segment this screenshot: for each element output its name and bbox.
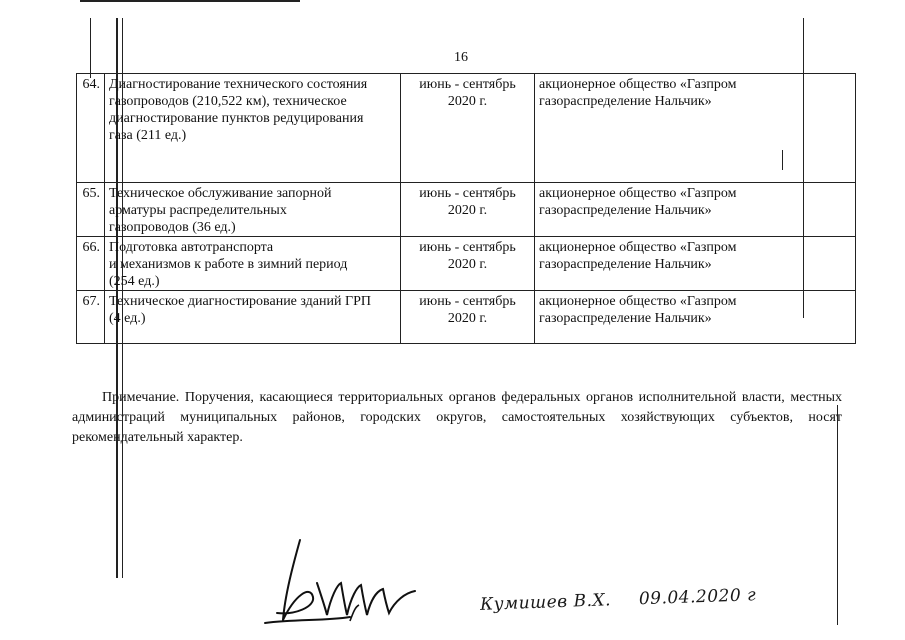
date-cell: июнь - сентябрь 2020 г. xyxy=(401,291,535,344)
scan-line xyxy=(80,0,300,2)
table-row xyxy=(77,74,856,183)
row-number: 64. xyxy=(77,74,105,183)
table-row xyxy=(77,291,856,344)
task-cell: Техническое диагностирование зданий ГРП (4 ед.) xyxy=(105,291,401,344)
responsible-cell: акционерное общество «Газпром газораспределение Нальчик» xyxy=(535,183,856,237)
date-cell: июнь - сентябрь 2020 г. xyxy=(401,237,535,291)
handwritten-name: Кумишев В.Х. xyxy=(479,590,612,615)
task-cell: Диагностирование технического состояния газопроводов (210,522 км), техническое диагностирование пунктов редуцирования газа (211 ед.) xyxy=(105,74,401,183)
date-cell: июнь - сентябрь 2020 г. xyxy=(401,74,535,183)
responsible-cell: акционерное общество «Газпром газораспределение Нальчик» xyxy=(535,291,856,344)
row-number: 67. xyxy=(77,291,105,344)
task-cell: Техническое обслуживание запорной арматуры распределительных газопроводов (36 ед.) xyxy=(105,183,401,237)
row-number: 66. xyxy=(77,237,105,291)
table-row xyxy=(77,237,856,291)
page-number: 16 xyxy=(454,50,468,65)
handwritten-date: 09.04.2020 г xyxy=(638,585,757,610)
row-number: 65. xyxy=(77,183,105,237)
footnote xyxy=(72,388,842,448)
date-cell: июнь - сентябрь 2020 г. xyxy=(401,183,535,237)
table-row xyxy=(77,183,856,237)
responsible-cell: акционерное общество «Газпром газораспределение Нальчик» xyxy=(535,237,856,291)
tasks-table xyxy=(76,73,856,344)
footnote-text: Примечание. Поручения, касающиеся территориальных органов федеральных органов исполнительной власти, местных администраций муниципальных районов, городских округов, самостоятельных хозяйствующих субъектов, носят рекомендательный характер. xyxy=(72,390,842,445)
responsible-cell: акционерное общество «Газпром газораспределение Нальчик» xyxy=(535,74,856,183)
task-cell: Подготовка автотранспорта и механизмов к работе в зимний период (254 ед.) xyxy=(105,237,401,291)
signature-icon xyxy=(255,535,435,635)
handwritten-note xyxy=(480,585,757,615)
scan-line xyxy=(90,18,91,78)
